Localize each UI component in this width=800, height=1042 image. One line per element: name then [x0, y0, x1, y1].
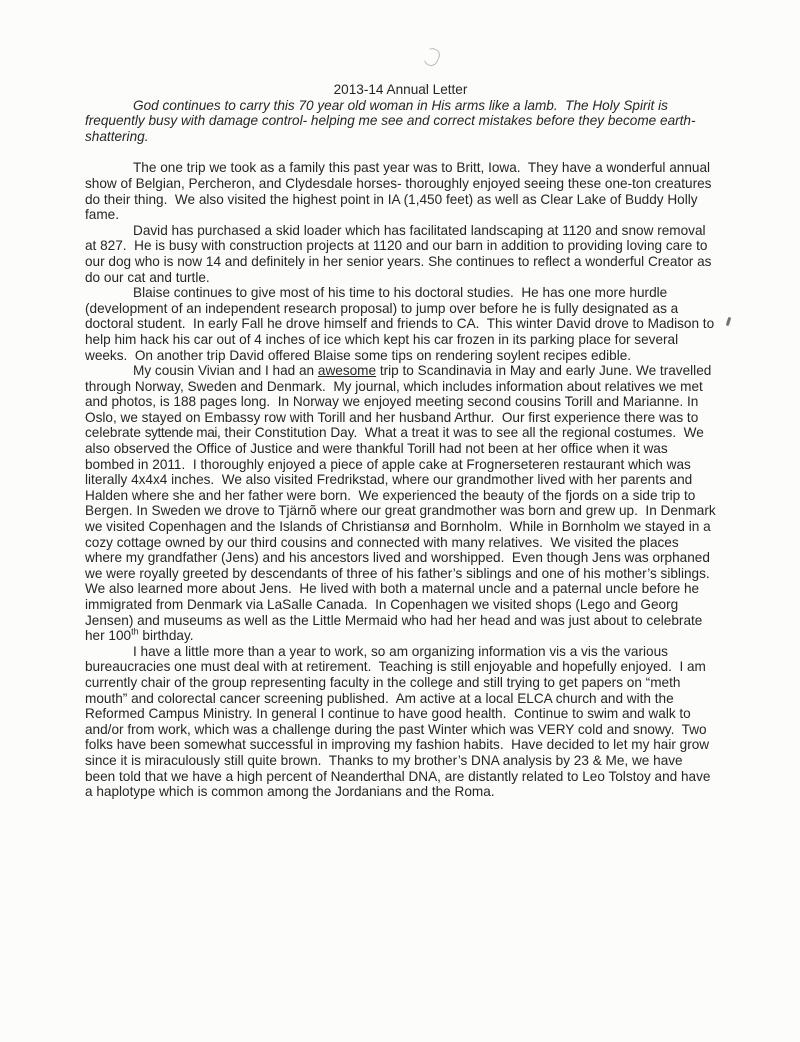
text-run: syttende mai: [144, 425, 217, 441]
text-run: God continues to carry this 70 year old woman in His arms like a lamb. The Holy Spirit is frequently busy with damage control- helping me see and correct mistakes before they become earth-shattering.: [85, 97, 696, 144]
text-run: I have a little more than a year to work, so am organizing information vis a vis the various bureaucracies one must deal with at retirement. Teaching is still enjoyable and hopefully enjoyed. I am currently chair of the group representing faculty in the college and still trying to get papers on “meth mouth” and colorectal cancer screening published. Am active at a local ELCA church and with the Reformed Campus Ministry. In general I continue to have good health. Continue to swim and walk to and/or from work, which was a challenge during the past Winter which was VERY cold and snowy. Two folks have been somewhat successful in improving my fashion habits. Have decided to let my hair grow since it is miraculously still quite brown. Thanks to my brother’s DNA analysis by 23 & Me, we have been told that we have a high percent of Neanderthal DNA, are distantly related to Leo Tolstoy and have a haplotype which is common among the Jordanians and the Roma.: [85, 643, 715, 800]
letter-content: [85, 82, 720, 800]
paragraph: [85, 644, 716, 800]
letter-body: [85, 97, 720, 800]
text-run: David has purchased a skid loader which has facilitated landscaping at 1120 and snow removal at 827. He is busy with construction projects at 1120 and our barn in addition to providing loving care to our dog who is now 14 and definitely in her senior years. She continues to reflect a wonderful Creator as do our cat and turtle.: [85, 222, 716, 285]
paragraph: [85, 98, 716, 145]
text-run: My cousin Vivian and I had an: [133, 363, 318, 379]
text-run: Blaise continues to give most of his time to his doctoral studies. He has one more hurdle (development of an independent research proposal) to jump over before he is fully designated as a doctoral student. In early Fall he drove himself and friends to CA. This winter David drove to Madison to help him hack his car out of 4 inches of ice which kept his car frozen in its parking place for several weeks. On another trip David offered Blaise some tips on rendering soylent recipes edible.: [85, 285, 718, 363]
text-run: th: [131, 626, 139, 637]
text-run: , their Constitution Day. What a treat it was to see all the regional costumes. We also observed the Office of Justice and were thankful Torill had not been at her office when it was bombed in 2011. I thoroughly enjoyed a piece of apple cake at Frognerseteren restaurant which was literally 4x4x4 inches. We also visited Fredrikstad, where our grandmother lived with her parents and Halden where she and her father were born. We experienced the beauty of the fjords on a side trip to Bergen. In Sweden we drove to Tjärnõ where our great grandmother was born and grew up. In Denmark we visited Copenhagen and the Islands of Christiansø and Bornholm. While in Bornholm we stayed in a cozy cottage owned by our third cousins and connected with many relatives. We visited the places where my grandfather (Jens) and his ancestors lived and worshipped. Even though Jens was orphaned we were royally greeted by descendants of three of his father’s siblings and one of his mother’s siblings. We also learned more about Jens. He lived with both a maternal uncle and a paternal uncle before he immigrated from Denmark via LaSalle Canada. In Copenhagen we visited shops (Lego and Georg Jensen) and museums as well as the Little Mermaid who had her head and was just about to celebrate her 100: [85, 425, 720, 644]
paragraph: [85, 160, 716, 222]
paragraph: [85, 223, 716, 285]
text-run: birthday.: [138, 628, 194, 644]
page-title: 2013-14 Annual Letter: [333, 82, 468, 97]
text-run: trip to Scandinavia in May and early June. We travelled through Norway, Sweden and Denmark. My journal, which includes information about relatives we met and photos, is 188 pages long. In Norway we enjoyed meeting second cousins Torill and Marianne. In Oslo, we stayed on Embassy row with Torill and her husband Arthur. Our first experience there was to celebrate: [85, 363, 716, 441]
paragraph: [85, 363, 720, 644]
scan-smudge-swirl-icon: [421, 46, 442, 69]
text-run: The one trip we took as a family this past year was to Britt, Iowa. They have a wonderful annual show of Belgian, Percheron, and Clydesdale horses- thoroughly enjoyed seeing these one-ton creatures do their thing. We also visited the highest point in IA (1,450 feet) as well as Clear Lake of Buddy Holly fame.: [85, 160, 716, 223]
text-run: awesome: [317, 363, 377, 379]
scan-mark-right-icon: [726, 317, 732, 326]
paragraph: [85, 285, 716, 363]
